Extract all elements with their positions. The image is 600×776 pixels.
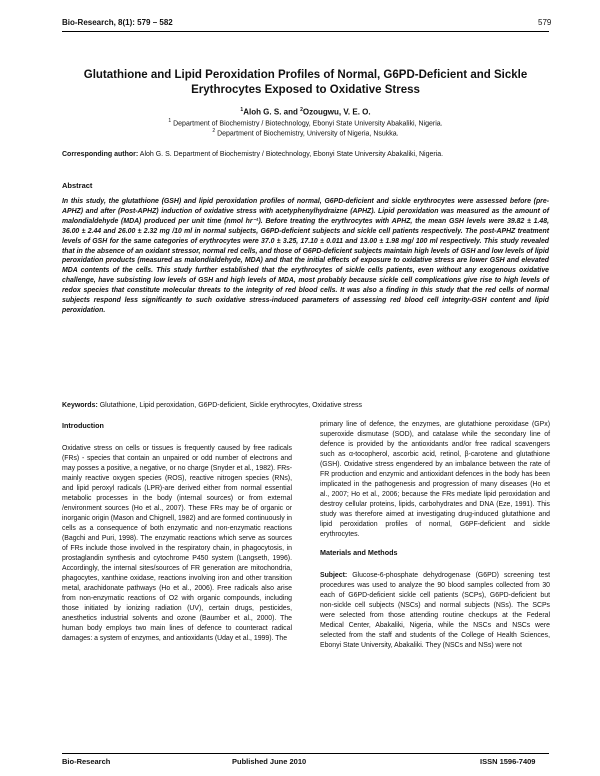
authors-line — [62, 107, 549, 117]
affiliation-2-text: Department of Biochemistry, University of Nigeria, Nsukka. — [215, 130, 399, 138]
subject-text: Glucose-6-phosphate dehydrogenase (G6PD) screening test procedures was used to analyze the 90 blood samples collected from 30 each of G6PD-deficient sickle cell patients (SCPs), G6PD-deficient but non-sickle cell subjects (NSCs) and normal subjects (NSs). The SCPs were selected from those attending routine checkups at the Federal Medical Center, Abakaliki, Nigeria, while the NSCs and NSCs were selected from the staff and students of the College of Health Sciences, Ebonyi State University, Abakaliki. They (NSCs and NSs) were not — [320, 572, 550, 649]
intro-text: Oxidative stress on cells or tissues is frequently caused by free radicals (FRs) - species that contain an unpaired or odd number of electrons and may posses a positive, a negative, or no charge (Snyder et al., 1982). FRs-mainly reactive oxygen species (ROS), reactive nitrogen species (RNs), and lipid peroxyl radicals (LPR)-are derived either from normal essential metabolic processes in the body (internal sources) or from external /environment sources (Ho et al., 2007). These FRs may be of organic or inorganic origin (Mason and Chignell, 1982) and are formed continuously in cells as a consequence of both enzymatic and non-enzymatic reactions (Bagchi and Puri, 1998). The enzymatic reactions which serve as sources of FRs include those involved in the respiratory chain, in phagocytosis, in prostaglandin synthesis and cytochrome P450 system (Langseth, 1996). Accordingly, the internal sites/sources of FR generation are mitochondria, phagocytes, xanthine oxidase, reactions involving iron and other transition metal, arachidonate pathways (Ho et al., 2006). Free radicals also arise from non-enzymatic reactions of O2 with organic compounds, including those initiated by ionizing radiation (UV), certain drugs, pesticides, anesthetics industrial solvents and ozone (Baumber et al., 2000). The human body employs two main lines of defence to counteract radical damages: a system of enzymes, and antioxidants (Uday et al., 1999). The — [62, 445, 292, 642]
author2-sup: 2 — [300, 107, 303, 113]
affiliation-2 — [62, 128, 549, 137]
corresponding-author — [62, 150, 549, 160]
affiliation-1 — [62, 118, 549, 127]
right-column — [320, 420, 550, 651]
author1-sup: 1 — [240, 107, 244, 113]
authors-and: and — [281, 107, 301, 117]
subject-paragraph — [320, 571, 550, 651]
footer-rule — [62, 753, 549, 754]
footer-published: Published June 2010 — [232, 757, 307, 766]
header-rule — [62, 31, 549, 32]
keywords — [62, 402, 549, 409]
affiliation-1-text: Department of Biochemistry / Biotechnology, Ebonyi State University Abakaliki, Nigeria. — [171, 120, 443, 128]
keywords-label: Keywords: — [62, 402, 98, 409]
left-column — [62, 421, 292, 644]
corresponding-label: Corresponding author: — [62, 151, 139, 158]
abstract-heading: Abstract — [62, 181, 93, 190]
journal-header: Bio-Research, 8(1): 579 – 582 — [62, 18, 173, 27]
intro-continued: primary line of defence, the enzymes, are glutathione peroxidase (GPx) superoxide dismutase (SOD), and catalase while the secondary line of defence is provided by the antioxidants and/or free radical scavengers such as α-tocopherol, ascorbic acid, retinol, β-carotene and glutathione (GSH). Oxidative stress engendered by an imbalance between the rate of FR production and enzymic and antioxidant defences in the body has been implicated in the pathogenesis and progression of many diseases (Ho et al., 2007; Ho et al., 2006; because the FRs mediate lipid peroxidation and destroy cellular proteins, lipids, carbohydrates and DNA (Eze, 1991). This study was therefore aimed at investigating drug-induced glutathione and lipid peroxidation profiles of normal, G6PF-deficient and sickle erythrocytes. — [320, 421, 550, 538]
affiliation-1-sup: 1 — [168, 118, 172, 124]
footer-issn: ISSN 1596-7409 — [480, 757, 536, 766]
abstract-text: In this study, the glutathione (GSH) and lipid peroxidation profiles of normal, G6PD-deficient and sickle erythrocytes were assessed before (pre-APHZ) and after (Post-APHZ) induction of oxidative stress with acetyphenylhydraizne (APHZ). Lipid peroxidation was measured as the amount of malondialdehyde (MDA) produced per unit time (nmol hr⁻¹). Before treating the erythrocytes with APHZ, the mean GSH levels were 39.82 ± 1.48, 36.00 ± 2.44 and 26.00 ± 2.32 mg /10 ml in normal subjects, G6PD-deficient subjects and sickle cell patients respectively. The post-APHZ treatment levels of GSH for the same categories of erythrocytes were 37.0 ± 3.25, 17.10 ± 0.011 and 13.00 ± 1.98 mg/ 100 ml respectively. This study revealed that in the absence of an oxidant stressor, normal red cells, and those of G6PD-deficient subjects maintain high levels of GSH and low levels of lipid peroxidation products (measured as malondialdehyde, MDA) and that the initial effects of exposure to oxidative stress are lower GSH and elevated MDA contents of the cells. This study further established that the erythrocytes of sickle cells patients, even without any exogenous oxidative challenge, have subsisting low levels of GSH and high levels of MDA, most probably because sickle cell complications give rise to high levels of redox species that constitute molecular threats to the integrity of red blood cells. It was also a finding in this study that the red cells of normal subjects respond less significantly to such oxidative stress-induced parameters of assessing red blood cell integrity-GSH content and lipid peroxidation. — [62, 198, 549, 314]
author1: Aloh G. S. — [243, 107, 282, 117]
intro-heading: Introduction — [62, 421, 104, 430]
methods-heading: Materials and Methods — [320, 548, 398, 557]
affiliation-2-sup: 2 — [212, 128, 216, 134]
author2: Ozougwu, V. E. O. — [302, 107, 371, 117]
page-number: 579 — [538, 18, 552, 27]
corresponding-text: Aloh G. S. Department of Biochemistry / Biotechnology, Ebonyi State University Abakaliki, Nigeria. — [138, 151, 444, 158]
footer-journal: Bio-Research — [62, 757, 111, 766]
subject-label: Subject: — [320, 572, 348, 579]
keywords-text: Glutathione, Lipid peroxidation, G6PD-deficient, Sickle erythrocytes, Oxidative stress — [97, 402, 362, 409]
paper-title: Glutathione and Lipid Peroxidation Profiles of Normal, G6PD-Deficient and Sickle Erythrocytes Exposed to Oxidative Stress — [83, 69, 528, 96]
